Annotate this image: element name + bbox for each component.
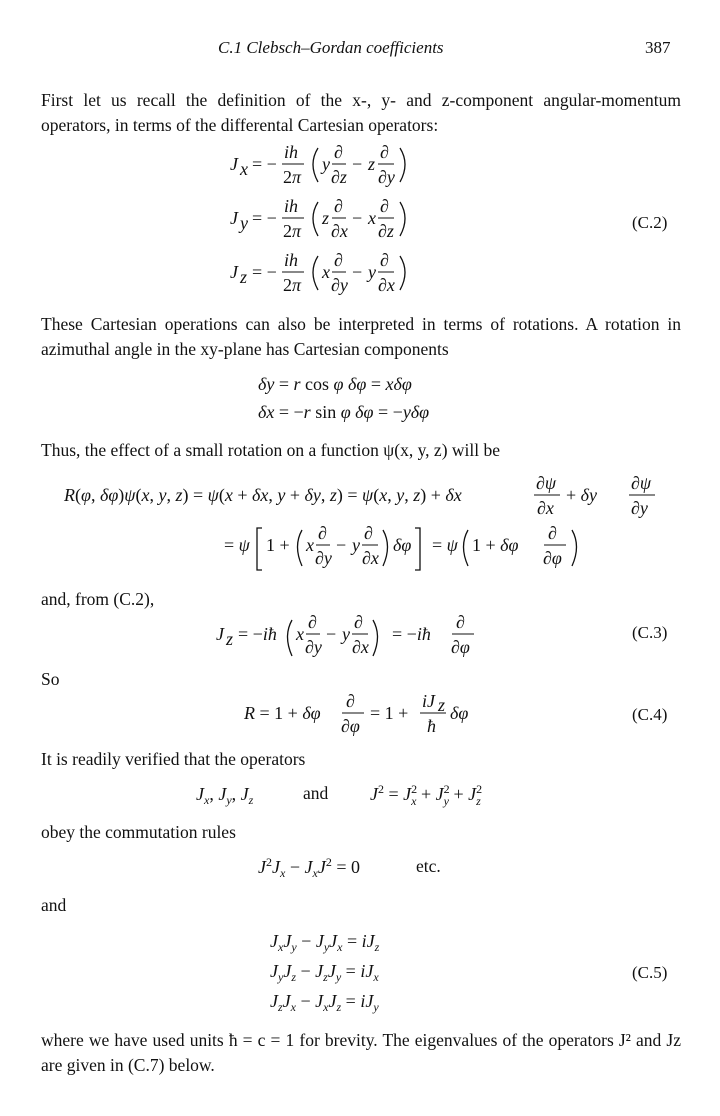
svg-text:∂: ∂ — [334, 196, 343, 216]
svg-text:z: z — [226, 629, 234, 649]
svg-text:−: − — [326, 624, 337, 644]
equation-rotation-line2 — [224, 523, 577, 570]
svg-text:∂: ∂ — [380, 196, 389, 216]
svg-text:= −iħ: = −iħ — [392, 624, 431, 644]
word-etc: etc. — [416, 856, 441, 876]
svg-text:−: − — [352, 262, 363, 282]
equation-number-c3: (C.3) — [632, 623, 668, 642]
svg-text:∂x: ∂x — [331, 221, 348, 241]
svg-text:∂y: ∂y — [315, 548, 332, 568]
equation-operator-list — [196, 782, 482, 808]
svg-text:+ δy: + δy — [566, 485, 598, 505]
svg-text:∂φ: ∂φ — [341, 716, 360, 736]
svg-text:∂: ∂ — [308, 612, 317, 632]
svg-text:−: − — [336, 535, 347, 555]
svg-text:J: J — [230, 262, 238, 282]
svg-text:x: x — [296, 624, 304, 644]
paragraph-intro: First let us recall the definition of the x-, y- and z-component angular-momentum operators, in terms of the differental Cartesian operators: — [41, 90, 681, 135]
svg-text:x: x — [322, 262, 330, 282]
svg-text:−: − — [352, 154, 363, 174]
svg-text:z: z — [368, 154, 376, 174]
svg-text:Jx, Jy, Jz: $J_x$, $J_y$, $J_z$ — [196, 784, 254, 807]
svg-text:= ψ: = ψ — [224, 535, 250, 555]
svg-text:∂: ∂ — [334, 250, 343, 270]
svg-text:JzJx − JxJz = iJy: $J_zJ_x - J_xJ_z = iJ_y$ — [270, 991, 379, 1014]
equation-number-c2: (C.2) — [632, 213, 668, 232]
svg-text:ħ: ħ — [427, 716, 436, 736]
svg-text:∂: ∂ — [346, 691, 355, 711]
svg-text:J2 = J2x + J2y + J2z: $J^2 = J^2$ $x + J^2$ $y + J^2$ z — [370, 782, 483, 808]
word-and-operators: and — [303, 783, 329, 803]
paragraph-and: and — [41, 895, 67, 915]
svg-text:2π: 2π — [283, 221, 302, 241]
equation-number-c5: (C.5) — [632, 963, 668, 982]
svg-text:= −: = − — [252, 208, 277, 228]
svg-text:δx = −r sin φ δφ = −yδφ: δx = −r sin φ δφ = −yδφ — [258, 402, 430, 422]
svg-text:2π: 2π — [283, 275, 302, 295]
svg-text:R = 1 + δφ: R = 1 + δφ — [244, 703, 321, 723]
svg-text:δy = r cos φ δφ = xδφ: δy = r cos φ δφ = xδφ — [258, 374, 412, 394]
equation-rotation-line1 — [63, 473, 655, 518]
svg-text:R(φ, δφ)ψ(x, y, z) = ψ(x + δx,: R(φ, δφ)ψ(x, y, z) = ψ(x + δx, y + δy, z) = ψ(x, y, z) + δx — [64, 485, 462, 505]
svg-text:∂ψ: ∂ψ — [536, 473, 557, 493]
svg-text:JyJz − JzJy = iJx: $J_yJ_z - J_zJ_y = iJ_x$ — [270, 961, 379, 984]
equation-c5 — [270, 931, 380, 1014]
equation-c3 — [216, 612, 474, 657]
svg-text:∂x: ∂x — [537, 498, 554, 518]
svg-text:= ψ: = ψ — [432, 535, 458, 555]
svg-text:2π: 2π — [283, 167, 302, 187]
svg-text:x: x — [240, 159, 248, 179]
svg-text:∂: ∂ — [456, 612, 465, 632]
paragraph-operators: It is readily verified that the operators — [41, 749, 306, 769]
svg-text:∂x: ∂x — [378, 275, 395, 295]
svg-text:∂x: ∂x — [352, 637, 369, 657]
svg-text:∂φ: ∂φ — [543, 548, 562, 568]
svg-text:z: z — [322, 208, 330, 228]
svg-text:J: J — [230, 208, 238, 228]
svg-text:∂: ∂ — [548, 523, 557, 543]
svg-text:y: y — [322, 154, 330, 174]
equation-jx — [230, 142, 405, 187]
svg-text:= −: = − — [252, 262, 277, 282]
svg-text:δφ: δφ — [393, 535, 412, 555]
svg-text:∂ψ: ∂ψ — [631, 473, 652, 493]
svg-text:∂: ∂ — [354, 612, 363, 632]
svg-text:∂: ∂ — [364, 523, 373, 543]
svg-text:−: − — [352, 208, 363, 228]
svg-text:= −: = − — [252, 154, 277, 174]
svg-text:ih: ih — [284, 196, 299, 216]
svg-text:x: x — [306, 535, 314, 555]
equation-jy — [230, 196, 405, 241]
svg-text:∂z: ∂z — [378, 221, 394, 241]
paragraph-small-rotation: Thus, the effect of a small rotation on a function ψ(x, y, z) will be — [41, 440, 501, 460]
svg-text:J: J — [216, 624, 224, 644]
running-header-title: C.1 Clebsch–Gordan coefficients — [218, 38, 444, 57]
equation-delta-x — [258, 402, 429, 422]
svg-text:JxJy − JyJx = iJz: $J_xJ_y - J_yJ_x = iJ_z$ — [270, 931, 380, 954]
svg-text:ih: ih — [284, 250, 299, 270]
equation-c4 — [243, 691, 468, 736]
svg-text:∂y: ∂y — [305, 637, 322, 657]
svg-text:∂y: ∂y — [631, 498, 648, 518]
svg-text:∂φ: ∂φ — [451, 637, 470, 657]
svg-text:y: y — [240, 213, 248, 233]
svg-text:y: y — [342, 624, 350, 644]
svg-text:∂: ∂ — [334, 142, 343, 162]
svg-text:1 +: 1 + — [266, 535, 290, 555]
svg-text:∂z: ∂z — [331, 167, 347, 187]
svg-text:∂: ∂ — [380, 250, 389, 270]
paragraph-from-c2: and, from (C.2), — [41, 589, 155, 609]
paragraph-rotations: These Cartesian operations can also be interpreted in terms of rotations. A rotation in azimuthal angle in the xy-plane has Cartesian components — [41, 314, 681, 359]
svg-text:δφ: δφ — [450, 703, 469, 723]
svg-text:1 + δφ: 1 + δφ — [472, 535, 519, 555]
svg-text:∂x: ∂x — [362, 548, 379, 568]
svg-text:J2Jx − JxJ2 = 0: $J^2J_x - J_xJ^2 = 0$ — [258, 855, 360, 880]
svg-text:y: y — [368, 262, 376, 282]
svg-text:J: J — [230, 154, 238, 174]
svg-text:z: z — [240, 267, 248, 287]
svg-text:∂: ∂ — [380, 142, 389, 162]
svg-text:x: x — [368, 208, 376, 228]
svg-text:= −iħ: = −iħ — [238, 624, 277, 644]
svg-text:∂y: ∂y — [331, 275, 348, 295]
paragraph-so: So — [41, 669, 60, 689]
paragraph-units: where we have used units ħ = c = 1 for brevity. The eigenvalues of the operators J² and Jz are given in (C.7) below. — [41, 1030, 681, 1075]
equation-delta-y — [258, 374, 412, 394]
paragraph-commutation: obey the commutation rules — [41, 822, 236, 842]
equation-commutation — [258, 855, 360, 880]
page-number: 387 — [645, 38, 671, 57]
svg-text:∂y: ∂y — [378, 167, 395, 187]
svg-text:iJ: iJ — [422, 691, 435, 711]
svg-text:z: z — [438, 695, 446, 715]
svg-text:= 1 +: = 1 + — [370, 703, 409, 723]
svg-text:ih: ih — [284, 142, 299, 162]
svg-text:y: y — [352, 535, 360, 555]
equation-jz — [230, 250, 405, 295]
equation-number-c4: (C.4) — [632, 705, 668, 724]
svg-text:∂: ∂ — [318, 523, 327, 543]
